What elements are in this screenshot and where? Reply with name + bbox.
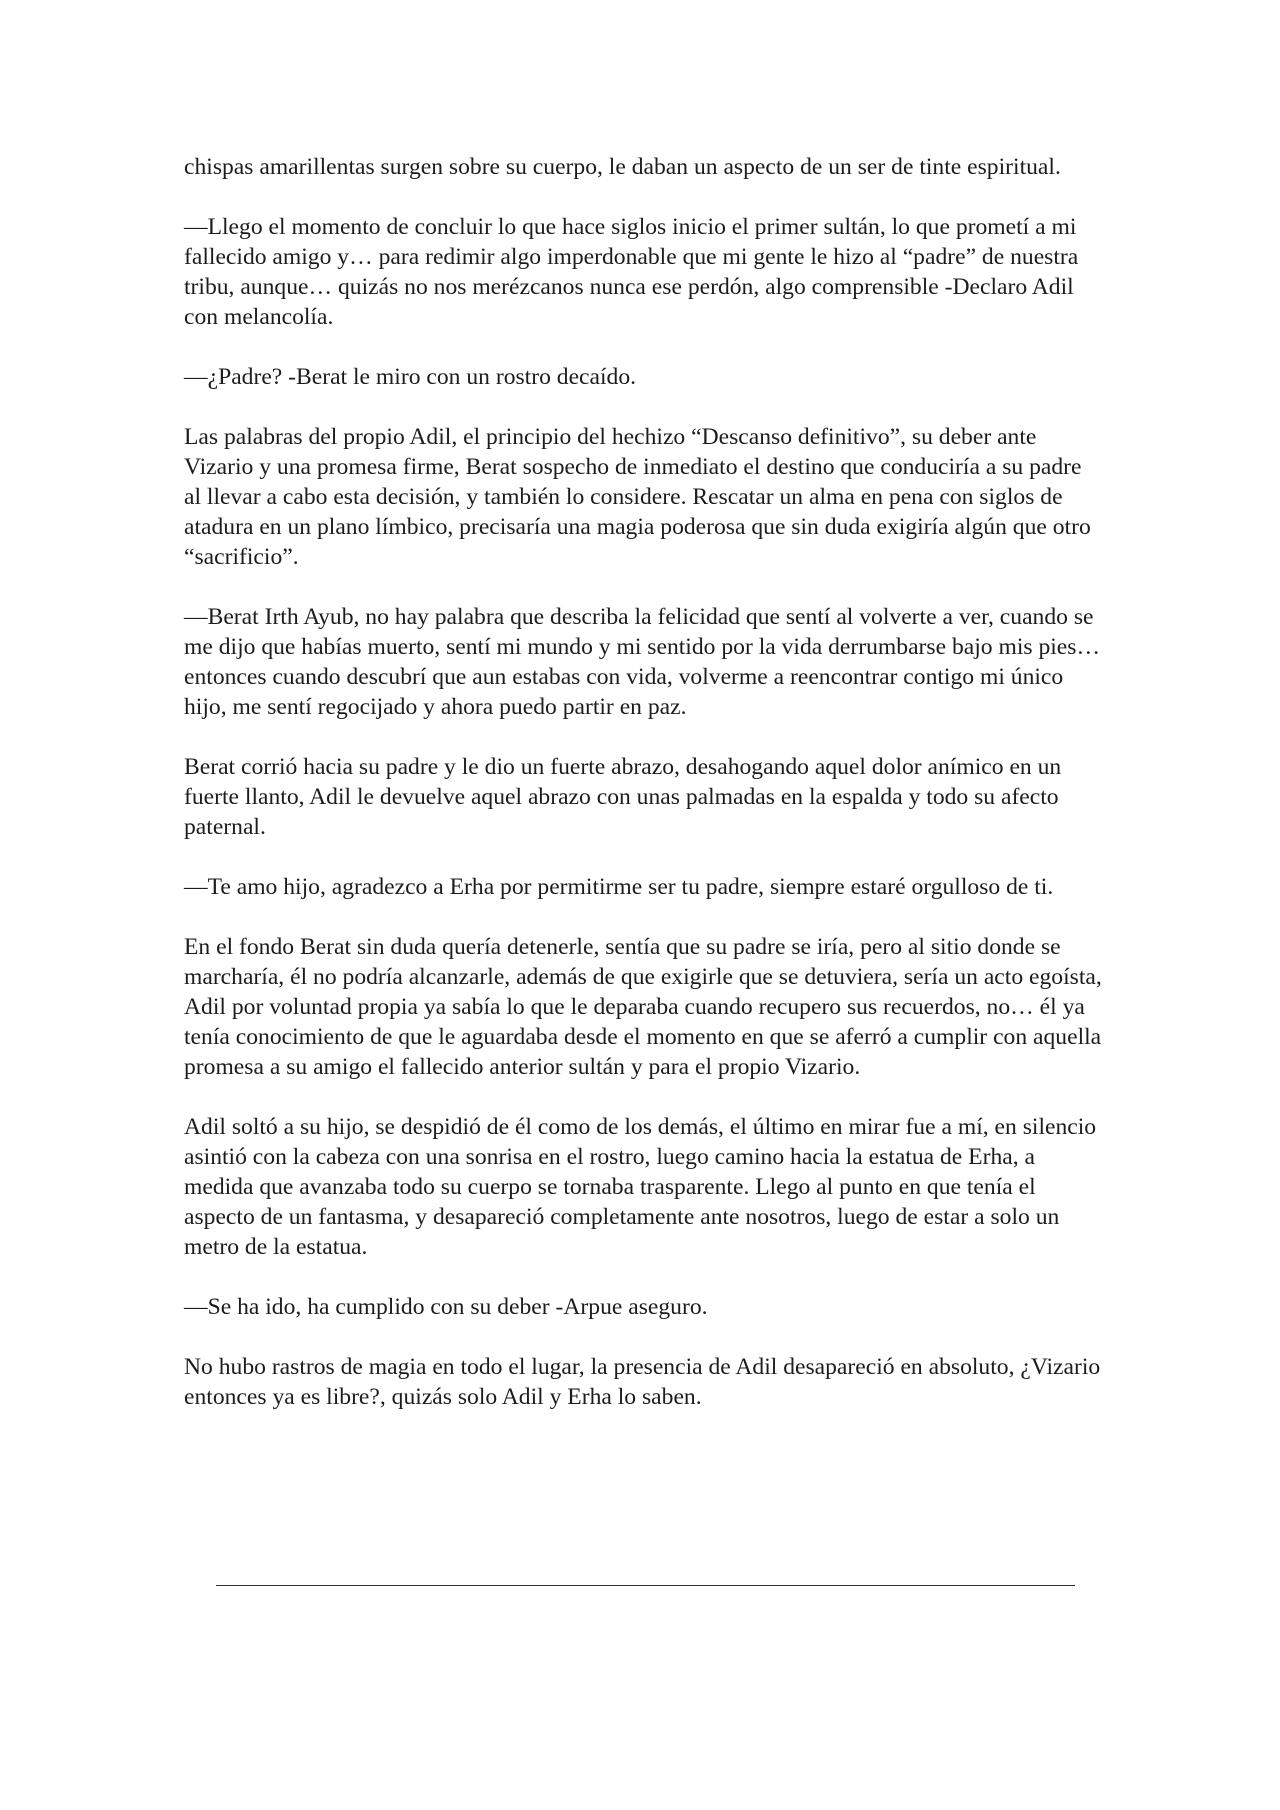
paragraph: Berat corrió hacia su padre y le dio un fuerte abrazo, desahogando aquel dolor anímico en un fuerte llanto, Adil le devuelve aquel abrazo con unas palmadas en la espalda y todo su afecto paternal. (184, 754, 1062, 840)
paragraph: Adil soltó a su hijo, se despidió de él como de los demás, el último en mirar fue a mí, en silencio asintió con la cabeza con una sonrisa en el rostro, luego camino hacia la estatua de Erha, a medida que avanzaba todo su cuerpo se tornaba trasparente. Llego al punto en que tenía el aspecto de un fantasma, y desapareció completamente ante nosotros, luego de estar a solo un metro de la estatua. (184, 1114, 1097, 1260)
paragraph: Las palabras del propio Adil, el principio del hechizo “Descanso definitivo”, su deber ante Vizario y una promesa firme, Berat sospecho de inmediato el destino que conduciría a su padre al llevar a cabo esta decisión, y también lo considere. Rescatar un alma en pena con siglos de atadura en un plano límbico, precisaría una magia poderosa que sin duda exigiría algún que otro “sacrificio”. (184, 424, 1091, 570)
document-body (184, 152, 1104, 1442)
paragraph: —Berat Irth Ayub, no hay palabra que describa la felicidad que sentí al volverte a ver, cuando se me dijo que habías muerto, sentí mi mundo y mi sentido por la vida derrumbarse bajo mis pies… entonces cuando descubrí que aun estabas con vida, volverme a reencontrar contigo mi único hijo, me sentí regocijado y ahora puedo partir en paz. (184, 604, 1101, 720)
paragraph: —Llego el momento de concluir lo que hace siglos inicio el primer sultán, lo que prometí a mi fallecido amigo y… para redimir algo imperdonable que mi gente le hizo al “padre” de nuestra tribu, aunque… quizás no nos merézcanos nunca ese perdón, algo comprensible -Declaro Adil con melancolía. (184, 214, 1079, 330)
paragraph: No hubo rastros de magia en todo el lugar, la presencia de Adil desapareció en absoluto, ¿Vizario entonces ya es libre?, quizás solo Adil y Erha lo saben. (184, 1354, 1101, 1410)
section-separator-line (216, 1585, 1075, 1586)
paragraph: —Te amo hijo, agradezco a Erha por permitirme ser tu padre, siempre estaré orgulloso de ti. (184, 874, 1054, 900)
paragraph: —Se ha ido, ha cumplido con su deber -Arpue aseguro. (184, 1294, 708, 1320)
paragraph: —¿Padre? -Berat le miro con un rostro decaído. (184, 364, 637, 390)
paragraph: chispas amarillentas surgen sobre su cuerpo, le daban un aspecto de un ser de tinte espiritual. (184, 154, 1061, 180)
paragraph: En el fondo Berat sin duda quería detenerle, sentía que su padre se iría, pero al sitio donde se marcharía, él no podría alcanzarle, además de que exigirle que se detuviera, sería un acto egoísta, Adil por voluntad propia ya sabía lo que le deparaba cuando recupero sus recuerdos, no… él ya tenía conocimiento de que le aguardaba desde el momento en que se aferró a cumplir con aquella promesa a su amigo el fallecido anterior sultán y para el propio Vizario. (184, 934, 1102, 1080)
